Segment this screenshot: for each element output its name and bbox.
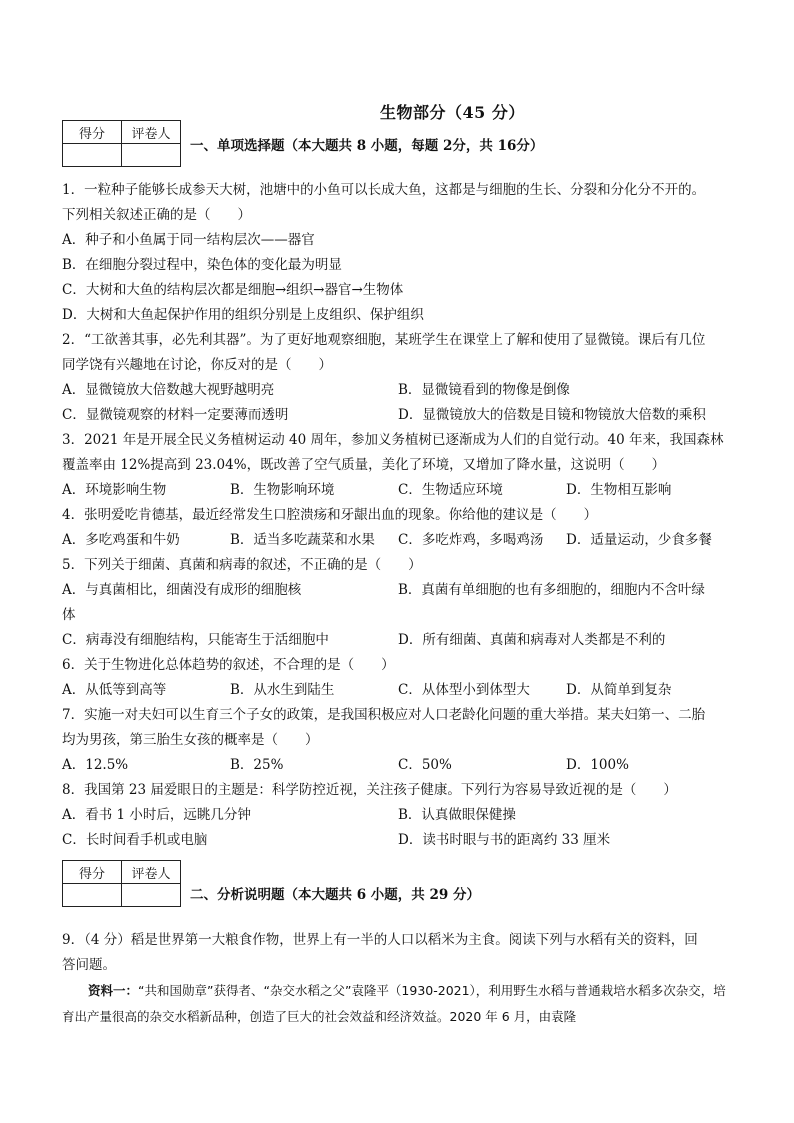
material-label: 资料一：	[88, 983, 139, 998]
question-stem: 均为男孩，第三胎生女孩的概率是（ ）	[62, 732, 319, 748]
option-a: A．显微镜放大倍数越大视野越明亮	[62, 382, 275, 398]
option-c: C．病毒没有细胞结构，只能寄生于活细胞中	[62, 632, 329, 648]
option-d: D．从简单到复杂	[566, 682, 672, 698]
option-a: A．环境影响生物	[62, 482, 167, 498]
question-stem: 2．“工欲善其事，必先利其器”。为了更好地观察细胞，某班学生在课堂上了解和使用了显微镜。课后有几位	[62, 332, 706, 348]
option-c: C．长时间看手机或电脑	[62, 832, 208, 848]
option-d: D．生物相互影响	[566, 482, 672, 498]
option-b: B．显微镜看到的物像是倒像	[398, 382, 570, 398]
question-stem: 7．实施一对夫妇可以生育三个子女的政策，是我国积极应对人口老龄化问题的重大举措。某夫妇第一、二胎	[62, 707, 706, 723]
question-stem: 答问题。	[62, 957, 116, 973]
option-a: A．12.5%	[62, 757, 129, 773]
grader-cell	[122, 144, 181, 167]
option-a: A．看书 1 小时后，远眺几分钟	[62, 807, 251, 823]
question-stem: 6．关于生物进化总体趋势的叙述，不合理的是（ ）	[62, 657, 395, 673]
option-a: A．从低等到高等	[62, 682, 167, 698]
option-b: B．从水生到陆生	[230, 682, 335, 698]
option-b: B．适当多吃蔬菜和水果	[230, 532, 375, 548]
option-c: C．生物适应环境	[398, 482, 503, 498]
score-cell	[63, 144, 122, 167]
score-box	[62, 860, 181, 907]
option-b: B．认真做眼保健操	[398, 807, 516, 823]
question-stem: 8．我国第 23 届爱眼日的主题是：科学防控近视，关注孩子健康。下列行为容易导致近视的是（ ）	[62, 782, 677, 798]
option-d: D．显微镜放大的倍数是目镜和物镜放大倍数的乘积	[398, 407, 706, 423]
option-a: A．种子和小鱼属于同一结构层次——器官	[62, 232, 315, 248]
option-c: C．大树和大鱼的结构层次都是细胞→组织→器官→生物体	[62, 282, 404, 298]
score-header: 得分	[63, 861, 122, 884]
grader-header: 评卷人	[122, 121, 181, 144]
option-c: C．多吃炸鸡，多喝鸡汤	[398, 532, 544, 548]
material-text: “共和国勋章”获得者、“杂交水稻之父”袁隆平（1930-2021），利用野生水稻与普通栽培水稻多次杂交，培育出产量很高的杂交水稻新品种，创造了巨大的社会效益和经济效益。2020 年 6 月，由袁隆	[62, 983, 726, 1024]
score-cell	[63, 884, 122, 907]
option-b: B．25%	[230, 757, 284, 773]
section-title: 二、分析说明题（本大题共 6 小题，共 29 分）	[190, 887, 480, 903]
option-b: B．真菌有单细胞的也有多细胞的，细胞内不含叶绿	[398, 582, 705, 598]
question-stem: 9．（4 分）稻是世界第一大粮食作物，世界上有一半的人口以稻米为主食。阅读下列与水稻有关的资料，回	[62, 932, 698, 948]
question-stem: 1．一粒种子能够长成参天大树，池塘中的小鱼可以长成大鱼，这都是与细胞的生长、分裂和分化分不开的。	[62, 182, 706, 198]
question-stem: 下列相关叙述正确的是（ ）	[62, 207, 251, 223]
option-b-continued: 体	[62, 607, 76, 623]
option-d: D．所有细菌、真菌和病毒对人类都是不利的	[398, 632, 666, 648]
option-b: B．在细胞分裂过程中，染色体的变化最为明显	[62, 257, 342, 273]
grader-header: 评卷人	[122, 861, 181, 884]
section-title: 一、单项选择题（本大题共 8 小题，每题 2分，共 16分）	[190, 138, 544, 154]
question-stem: 覆盖率由 12%提高到 23.04%，既改善了空气质量，美化了环境，又增加了降水量，这说明（ ）	[62, 457, 666, 473]
question-stem: 4．张明爱吃肯德基，最近经常发生口腔溃疡和牙龈出血的现象。你给他的建议是（ ）	[62, 507, 598, 523]
material-paragraph	[62, 978, 734, 1030]
option-a: A．与真菌相比，细菌没有成形的细胞核	[62, 582, 302, 598]
option-b: B．生物影响环境	[230, 482, 335, 498]
option-d: D．读书时眼与书的距离约 33 厘米	[398, 832, 611, 848]
option-a: A．多吃鸡蛋和牛奶	[62, 532, 180, 548]
option-d: D．大树和大鱼起保护作用的组织分别是上皮组织、保护组织	[62, 307, 424, 323]
grader-cell	[122, 884, 181, 907]
score-header: 得分	[63, 121, 122, 144]
question-stem: 3．2021 年是开展全民义务植树运动 40 周年，参加义务植树已逐渐成为人们的自觉行动。40 年来，我国森林	[62, 432, 724, 448]
option-c: C．从体型小到体型大	[398, 682, 530, 698]
question-stem: 同学饶有兴趣地在讨论，你反对的是（ ）	[62, 357, 332, 373]
page-title: 生物部分（45 分）	[380, 103, 525, 122]
question-stem: 5．下列关于细菌、真菌和病毒的叙述，不正确的是（ ）	[62, 557, 422, 573]
option-d: D．100%	[566, 757, 629, 773]
option-c: C．50%	[398, 757, 452, 773]
option-d: D．适量运动，少食多餐	[566, 532, 712, 548]
score-box	[62, 120, 181, 167]
option-c: C．显微镜观察的材料一定要薄而透明	[62, 407, 289, 423]
